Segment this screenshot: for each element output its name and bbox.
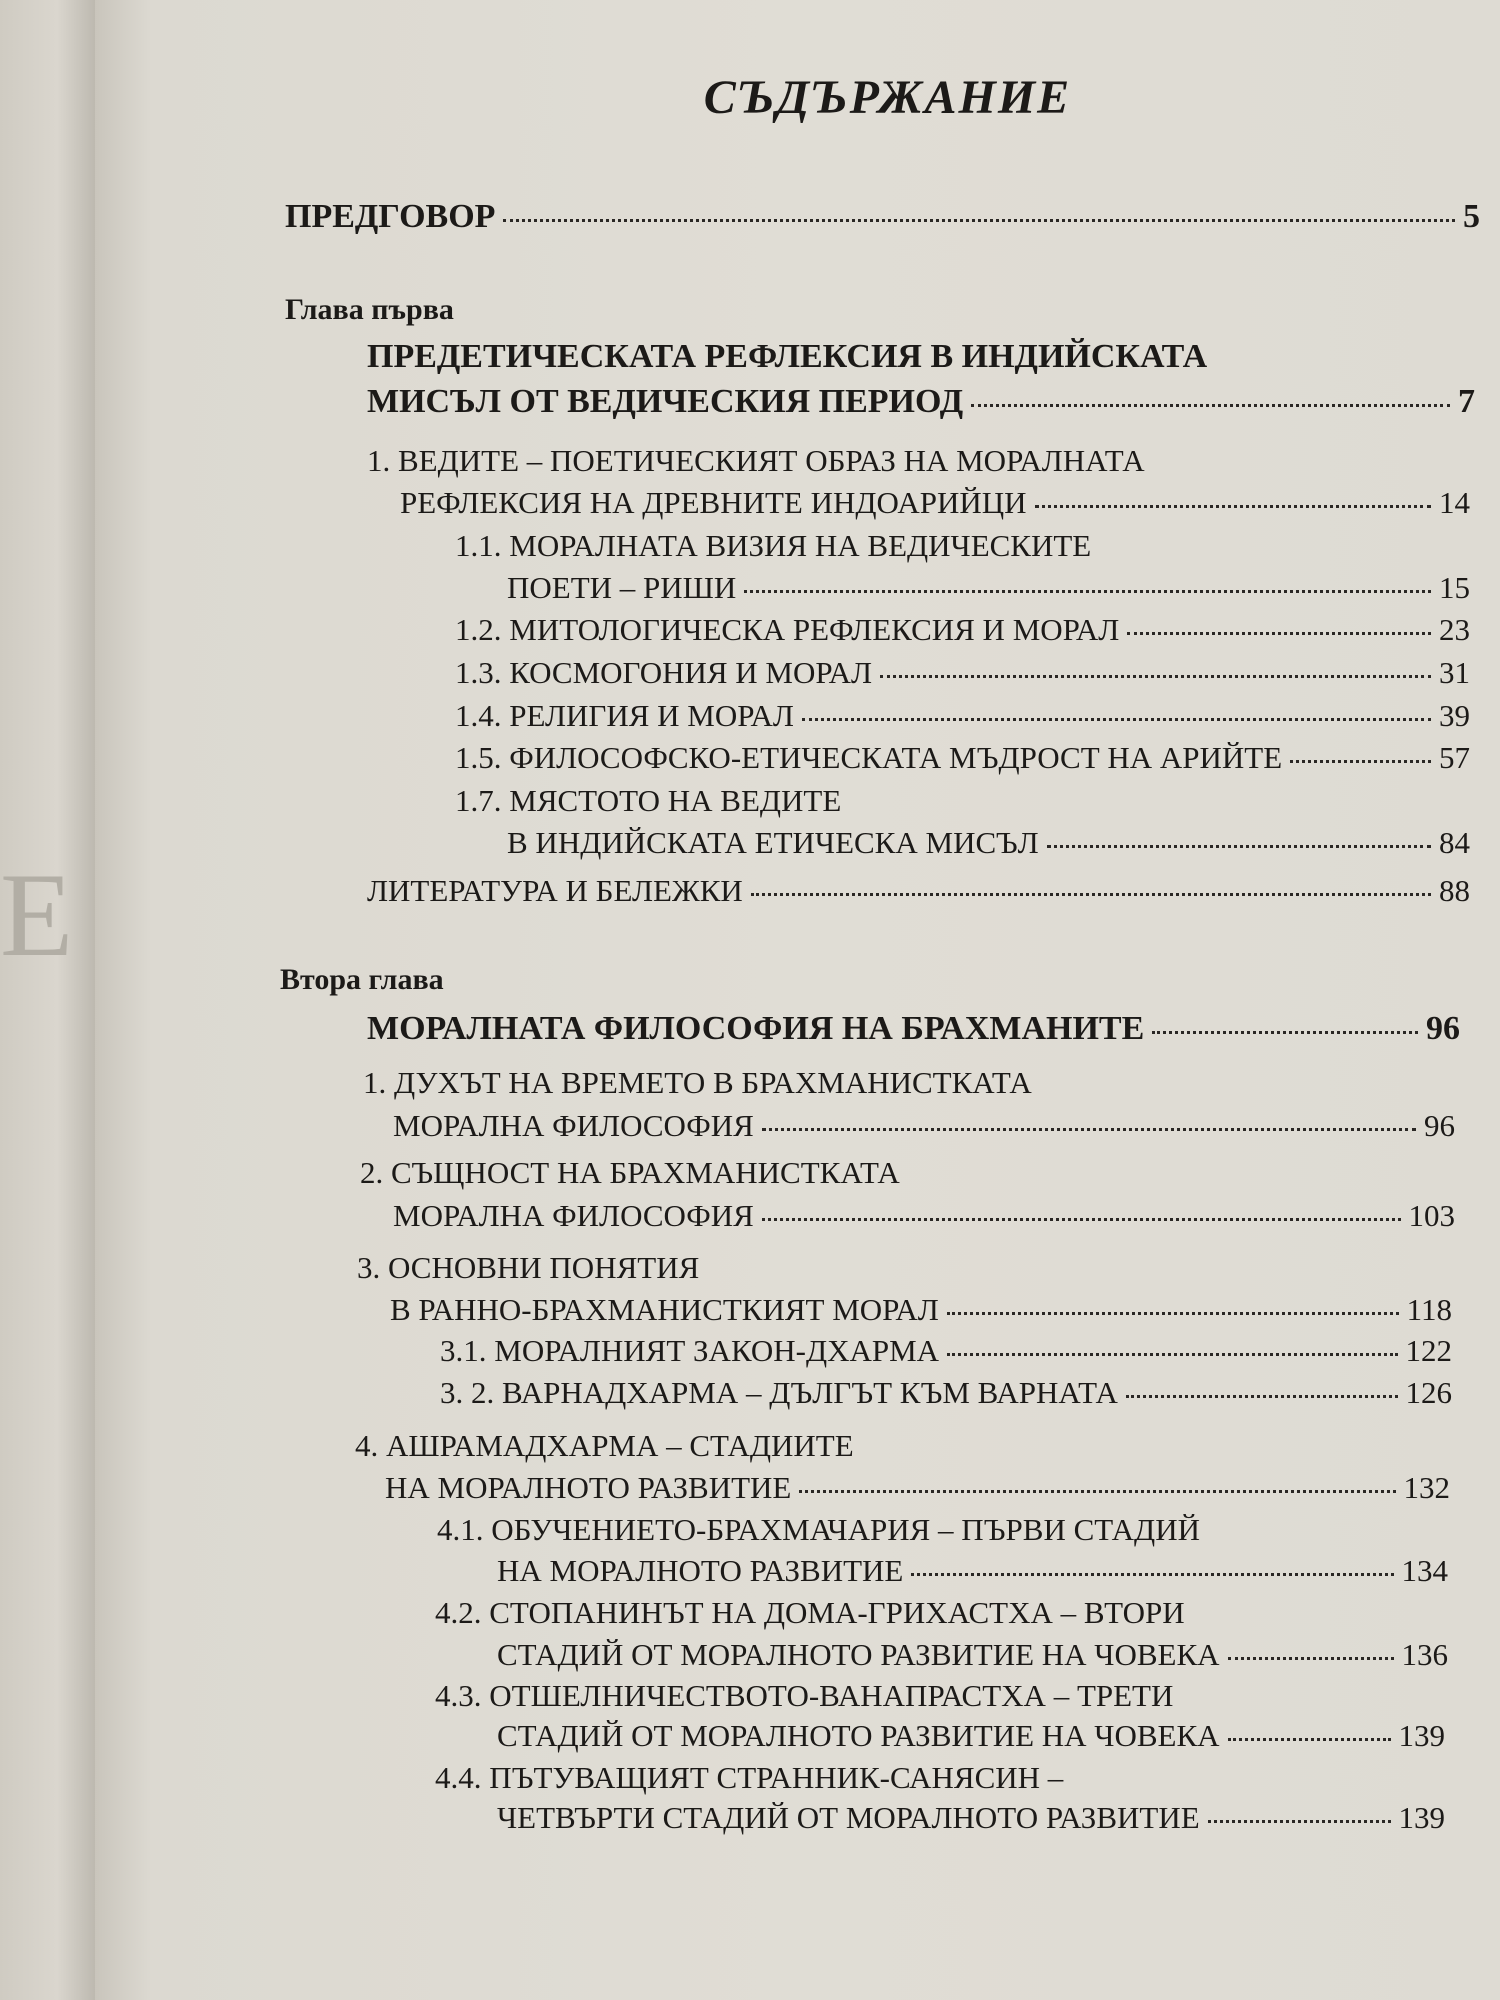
toc-entry-section xyxy=(400,485,1470,521)
toc-entry-section xyxy=(455,740,1470,776)
toc-entry-section xyxy=(385,1470,1450,1506)
dot-leader xyxy=(799,1490,1395,1493)
page-number: 7 xyxy=(1458,383,1475,420)
section-line: 4. АШРАМАДХАРМА – СТАДИИТЕ xyxy=(355,1428,854,1463)
toc-entry-section xyxy=(497,1800,1445,1836)
toc-entry-section xyxy=(497,1637,1448,1673)
page-number: 96 xyxy=(1424,1108,1455,1143)
dot-leader xyxy=(762,1128,1416,1131)
entry-label: МОРАЛНА ФИЛОСОФИЯ xyxy=(393,1198,754,1233)
section-line: 2. СЪЩНОСТ НА БРАХМАНИСТКАТА xyxy=(360,1155,900,1190)
page-number: 122 xyxy=(1405,1333,1452,1368)
dot-leader xyxy=(1035,505,1431,508)
page-number: 139 xyxy=(1398,1800,1445,1835)
dot-leader xyxy=(1126,1395,1398,1398)
page-number: 118 xyxy=(1406,1292,1452,1327)
page-number: 126 xyxy=(1405,1375,1452,1410)
toc-entry-section xyxy=(393,1108,1455,1144)
page-number: 88 xyxy=(1439,873,1470,908)
entry-label: ПОЕТИ – РИШИ xyxy=(507,570,737,605)
entry-label: СТАДИЙ ОТ МОРАЛНОТО РАЗВИТИЕ НА ЧОВЕКА xyxy=(497,1637,1220,1672)
entry-label: ПРЕДГОВОР xyxy=(285,198,496,235)
dot-leader xyxy=(1047,845,1431,848)
dot-leader xyxy=(751,893,1431,896)
entry-label: МОРАЛНАТА ФИЛОСОФИЯ НА БРАХМАНИТЕ xyxy=(367,1010,1145,1047)
facing-page-edge xyxy=(0,0,95,2000)
dot-leader xyxy=(1208,1820,1391,1823)
entry-label: В ИНДИЙСКАТА ЕТИЧЕСКА МИСЪЛ xyxy=(507,825,1039,860)
toc-entry-section xyxy=(440,1375,1452,1411)
entry-label: РЕФЛЕКСИЯ НА ДРЕВНИТЕ ИНДОАРИЙЦИ xyxy=(400,485,1027,520)
section-line: 4.4. ПЪТУВАЩИЯТ СТРАННИК-САНЯСИН – xyxy=(435,1760,1064,1795)
toc-entry-section xyxy=(393,1198,1455,1234)
toc-entry-section xyxy=(497,1718,1445,1754)
toc-entry-chapter1 xyxy=(367,383,1475,421)
section-line: 4.2. СТОПАНИНЪТ НА ДОМА-ГРИХАСТХА – ВТОРИ xyxy=(435,1595,1185,1630)
section-line: 4.1. ОБУЧЕНИЕТО-БРАХМАЧАРИЯ – ПЪРВИ СТАДИЙ xyxy=(437,1512,1200,1547)
page-number: 132 xyxy=(1403,1470,1450,1505)
entry-label: МИСЪЛ ОТ ВЕДИЧЕСКИЯ ПЕРИОД xyxy=(367,383,964,420)
section-line: 3. ОСНОВНИ ПОНЯТИЯ xyxy=(357,1250,700,1285)
dot-leader xyxy=(1152,1031,1418,1034)
entry-label: НА МОРАЛНОТО РАЗВИТИЕ xyxy=(497,1553,904,1588)
dot-leader xyxy=(1290,760,1431,763)
page-number: 103 xyxy=(1408,1198,1455,1233)
dot-leader xyxy=(1228,1657,1394,1660)
entry-label: 1.5. ФИЛОСОФСКО-ЕТИЧЕСКАТА МЪДРОСТ НА АРИЙТЕ xyxy=(455,740,1283,775)
chapter-label: Втора глава xyxy=(280,963,444,996)
dot-leader xyxy=(947,1312,1399,1315)
page-number: 139 xyxy=(1398,1718,1445,1753)
page-number: 96 xyxy=(1426,1010,1460,1047)
page-number: 136 xyxy=(1401,1637,1448,1672)
toc-entry-section xyxy=(507,570,1470,606)
entry-label: 1.4. РЕЛИГИЯ И МОРАЛ xyxy=(455,698,794,733)
page-title: СЪДЪРЖАНИЕ xyxy=(703,71,1072,124)
page-number: 15 xyxy=(1439,570,1470,605)
entry-label: 1.3. КОСМОГОНИЯ И МОРАЛ xyxy=(455,655,873,690)
chapter-label: Глава първа xyxy=(285,293,454,326)
entry-label: 3. 2. ВАРНАДХАРМА – ДЪЛГЪТ КЪМ ВАРНАТА xyxy=(440,1375,1118,1410)
toc-entry-section xyxy=(455,698,1470,734)
dot-leader xyxy=(911,1573,1393,1576)
dot-leader xyxy=(880,675,1431,678)
table-of-contents xyxy=(280,0,1490,2000)
dot-leader xyxy=(1127,632,1431,635)
page-number: 31 xyxy=(1439,655,1470,690)
entry-label: 3.1. МОРАЛНИЯТ ЗАКОН-ДХАРМА xyxy=(440,1333,940,1368)
entry-label: МОРАЛНА ФИЛОСОФИЯ xyxy=(393,1108,754,1143)
toc-entry-section xyxy=(507,825,1470,861)
toc-entry-literature xyxy=(367,873,1470,909)
entry-label: СТАДИЙ ОТ МОРАЛНОТО РАЗВИТИЕ НА ЧОВЕКА xyxy=(497,1718,1220,1753)
page-number: 84 xyxy=(1439,825,1470,860)
entry-label: В РАННО-БРАХМАНИСТКИЯТ МОРАЛ xyxy=(390,1292,939,1327)
section-line: 1. ДУХЪТ НА ВРЕМЕТО В БРАХМАНИСТКАТА xyxy=(363,1065,1032,1100)
page-number: 23 xyxy=(1439,612,1470,647)
toc-entry-section xyxy=(390,1292,1452,1328)
toc-entry-chapter2 xyxy=(367,1010,1460,1048)
chapter-heading-line: ПРЕДЕТИЧЕСКАТА РЕФЛЕКСИЯ В ИНДИЙСКАТА xyxy=(367,338,1208,375)
facing-page-letter: Е xyxy=(0,848,74,981)
toc-entry-section xyxy=(455,655,1470,691)
dot-leader xyxy=(503,219,1455,222)
page-number: 14 xyxy=(1439,485,1470,520)
dot-leader xyxy=(802,718,1431,721)
dot-leader xyxy=(1228,1738,1391,1741)
entry-label: НА МОРАЛНОТО РАЗВИТИЕ xyxy=(385,1470,792,1505)
dot-leader xyxy=(744,590,1431,593)
entry-label: ЛИТЕРАТУРА И БЕЛЕЖКИ xyxy=(367,873,743,908)
toc-entry-section xyxy=(497,1553,1448,1589)
page-number: 134 xyxy=(1401,1553,1448,1588)
page-number: 39 xyxy=(1439,698,1470,733)
dot-leader xyxy=(971,404,1450,407)
dot-leader xyxy=(762,1218,1401,1221)
entry-label: ЧЕТВЪРТИ СТАДИЙ ОТ МОРАЛНОТО РАЗВИТИЕ xyxy=(497,1800,1200,1835)
section-line: 1. ВЕДИТЕ – ПОЕТИЧЕСКИЯТ ОБРАЗ НА МОРАЛНАТА xyxy=(367,443,1145,478)
toc-entry-preface xyxy=(285,198,1480,236)
section-line: 4.3. ОТШЕЛНИЧЕСТВОТО-ВАНАПРАСТХА – ТРЕТИ xyxy=(435,1678,1174,1713)
toc-entry-section xyxy=(440,1333,1452,1369)
toc-entry-section xyxy=(455,612,1470,648)
section-line: 1.1. МОРАЛНАТА ВИЗИЯ НА ВЕДИЧЕСКИТЕ xyxy=(455,528,1092,563)
page-number: 5 xyxy=(1463,198,1480,235)
entry-label: 1.2. МИТОЛОГИЧЕСКА РЕФЛЕКСИЯ И МОРАЛ xyxy=(455,612,1120,647)
section-line: 1.7. МЯСТОТО НА ВЕДИТЕ xyxy=(455,783,842,818)
dot-leader xyxy=(947,1353,1397,1356)
book-page xyxy=(95,0,1500,2000)
page-number: 57 xyxy=(1439,740,1470,775)
